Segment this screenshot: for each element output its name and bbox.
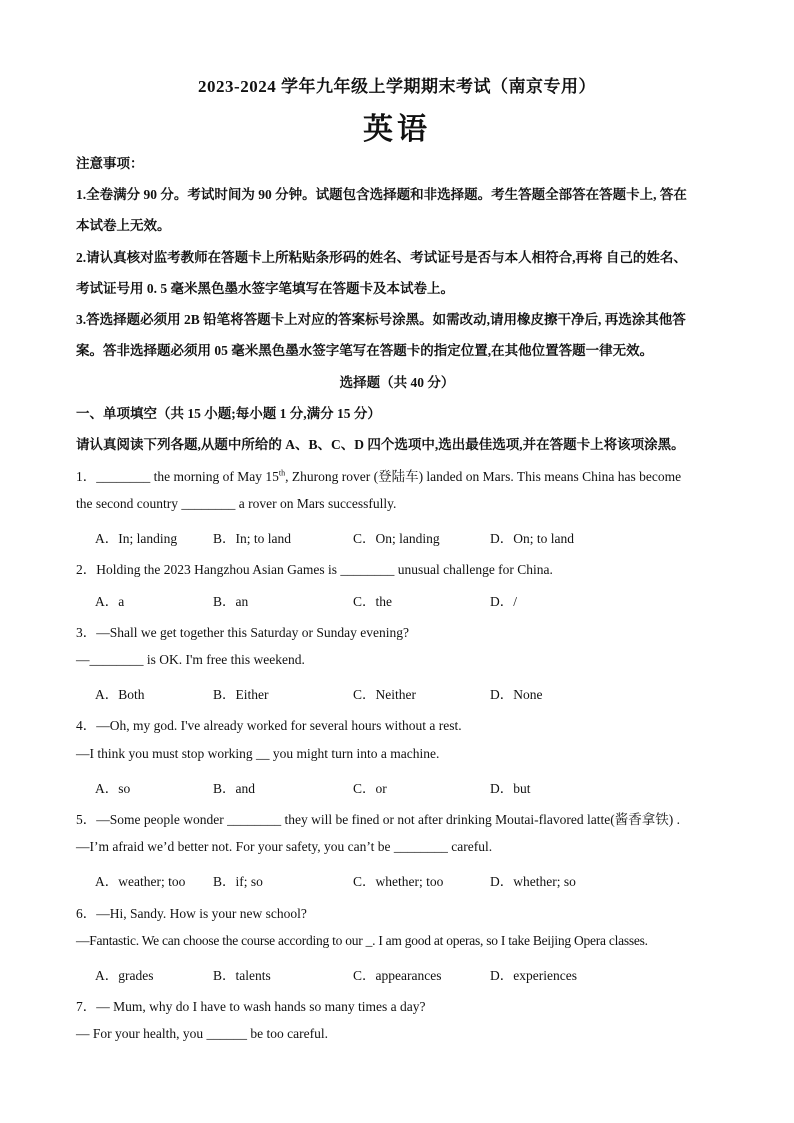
- question-1-option-a[interactable]: A．In; landing: [95, 531, 178, 546]
- notice-line-1b: 本试卷上无效。: [76, 218, 171, 233]
- question-2-option-b[interactable]: B．an: [213, 594, 249, 609]
- question-4-line-2: —I think you must stop working __ you might turn into a machine.: [76, 746, 440, 761]
- notice-line-2: 2.请认真核对监考教师在答题卡上所粘贴条形码的姓名、考试证号是否与本人相符合,再将 自己的姓名、: [76, 250, 687, 265]
- question-5-option-b[interactable]: B．if; so: [213, 874, 263, 889]
- question-5-line-2: —I’m afraid we’d better not. For your safety, you can’t be ________ careful.: [76, 839, 493, 854]
- question-6-option-d[interactable]: D．experiences: [490, 968, 577, 983]
- question-4-line-1: 4．—Oh, my god. I've already worked for several hours without a rest.: [76, 718, 462, 733]
- notice-line-3: 3.答选择题必须用 2B 铅笔将答题卡上对应的答案标号涂黑。如需改动,请用橡皮擦干净后, 再选涂其他答: [76, 312, 686, 327]
- question-7-line-2: — For your health, you ______ be too careful.: [76, 1026, 328, 1041]
- question-2-option-d[interactable]: D．/: [490, 594, 517, 609]
- question-4-option-b[interactable]: B．and: [213, 781, 255, 796]
- question-3-option-b[interactable]: B．Either: [213, 687, 269, 702]
- question-1-sup: th: [278, 468, 286, 478]
- notice-line-3b: 案。答非选择题必须用 05 毫米黑色墨水签字笔写在答题卡的指定位置,在其他位置答题一律无效。: [76, 343, 654, 358]
- question-4-option-c[interactable]: C．or: [353, 781, 387, 796]
- question-3-option-c[interactable]: C．Neither: [353, 687, 416, 702]
- part-title: 一、单项填空（共 15 小题;每小题 1 分,满分 15 分）: [76, 406, 381, 421]
- question-5-option-a[interactable]: A．weather; too: [95, 874, 186, 889]
- question-3-line-1: 3．—Shall we get together this Saturday or Sunday evening?: [76, 625, 409, 640]
- question-1-text-a: 1．________ the morning of May 15: [76, 469, 279, 484]
- question-6-line-2: —Fantastic. We can choose the course according to our _. I am good at operas, so I take Beijing Opera classes.: [76, 933, 648, 948]
- question-6-line-1: 6．—Hi, Sandy. How is your new school?: [76, 906, 307, 921]
- question-1-text-b: , Zhurong rover (登陆车) landed on Mars. This means China has become: [285, 469, 682, 484]
- question-3-line-2: —________ is OK. I'm free this weekend.: [76, 652, 305, 667]
- question-4-option-a[interactable]: A．so: [95, 781, 131, 796]
- notice-line-2b: 考试证号用 0. 5 毫米黑色墨水签字笔填写在答题卡及本试卷上。: [76, 281, 454, 296]
- question-1-option-d[interactable]: D．On; to land: [490, 531, 574, 546]
- section-title: 选择题（共 40 分）: [339, 375, 455, 390]
- question-5-option-d[interactable]: D．whether; so: [490, 874, 576, 889]
- question-6-option-c[interactable]: C．appearances: [353, 968, 442, 983]
- question-1-option-c[interactable]: C．On; landing: [353, 531, 440, 546]
- question-6-option-b[interactable]: B．talents: [213, 968, 271, 983]
- notice-heading: 注意事项：: [76, 156, 144, 171]
- question-5-option-c[interactable]: C．whether; too: [353, 874, 444, 889]
- question-4-option-d[interactable]: D．but: [490, 781, 531, 796]
- question-1-line-1: [76, 465, 681, 485]
- question-2-option-a[interactable]: A．a: [95, 594, 125, 609]
- part-instruction: 请认真阅读下列各题,从题中所给的 A、B、C、D 四个选项中,选出最佳选项,并在答题卡上将该项涂黑。: [76, 437, 685, 452]
- question-5-line-1: 5．—Some people wonder ________ they will be fined or not after drinking Moutai-flavored latte(酱香拿铁) .: [76, 812, 680, 827]
- question-3-option-d[interactable]: D．None: [490, 687, 543, 702]
- question-1-option-b[interactable]: B．In; to land: [213, 531, 291, 546]
- question-3-option-a[interactable]: A．Both: [95, 687, 145, 702]
- question-7-line-1: 7．— Mum, why do I have to wash hands so many times a day?: [76, 999, 426, 1014]
- notice-line-1: 1.全卷满分 90 分。考试时间为 90 分钟。试题包含选择题和非选择题。考生答题全部答在答题卡上, 答在: [76, 187, 687, 202]
- question-2-option-c[interactable]: C．the: [353, 594, 392, 609]
- subject-title: 英语: [363, 113, 431, 146]
- exam-title: 2023-2024 学年九年级上学期期末考试（南京专用）: [198, 77, 596, 96]
- question-6-option-a[interactable]: A．grades: [95, 968, 154, 983]
- question-1-line-2: the second country ________ a rover on Mars successfully.: [76, 496, 397, 511]
- question-2-line-1: 2．Holding the 2023 Hangzhou Asian Games is ________ unusual challenge for China.: [76, 562, 553, 577]
